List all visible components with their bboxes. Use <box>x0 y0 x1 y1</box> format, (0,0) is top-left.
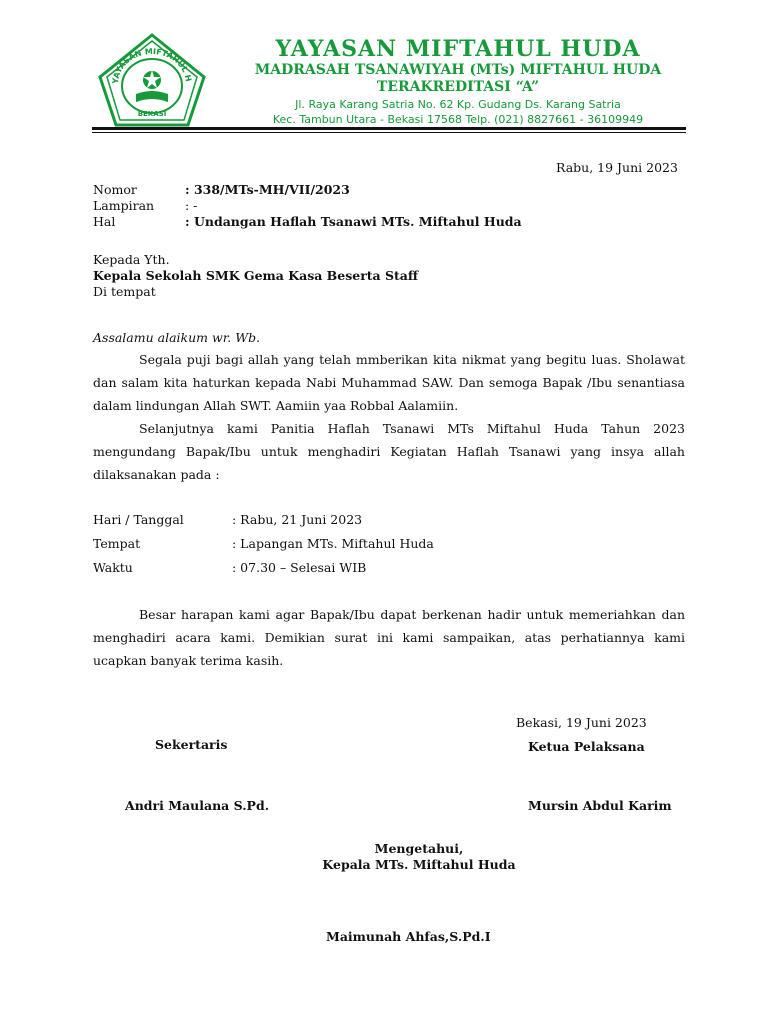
head-title: Kepala MTs. Miftahul Huda <box>322 857 516 872</box>
event-time-value: : 07.30 – Selesai WIB <box>232 560 367 575</box>
chair-name: Mursin Abdul Karim <box>528 798 672 813</box>
hal-label: Hal <box>93 214 116 229</box>
letterhead-rule-thick <box>92 127 686 130</box>
address-line: Jl. Raya Karang Satria No. 62 Kp. Gudang Ds. Karang Satria <box>295 98 621 111</box>
nomor-value: : 338/MTs-MH/VII/2023 <box>185 182 350 197</box>
recipient-name: Kepala Sekolah SMK Gema Kasa Beserta Staff <box>93 268 419 283</box>
recipient-place: Di tempat <box>93 284 156 299</box>
event-place-value: : Lapangan MTs. Miftahul Huda <box>232 536 434 551</box>
secretary-title: Sekertaris <box>155 737 228 752</box>
school-logo <box>96 32 208 128</box>
secretary-name: Andri Maulana S.Pd. <box>125 798 270 813</box>
hal-value: : Undangan Haflah Tsanawi MTs. Miftahul Huda <box>185 214 522 229</box>
greeting: Assalamu alaikum wr. Wb. <box>93 330 261 345</box>
letterhead <box>228 36 688 127</box>
event-time-label: Waktu <box>93 560 133 575</box>
letterhead-rule-thin <box>92 132 686 133</box>
event-day-label: Hari / Tanggal <box>93 512 184 527</box>
signature-place-date: Bekasi, 19 Juni 2023 <box>516 715 647 730</box>
event-day-value: : Rabu, 21 Juni 2023 <box>232 512 363 527</box>
paragraph-opening: Segala puji bagi allah yang telah mmberikan kita nikmat yang begitu luas. Sholawat dan salam kita haturkan kepada Nabi Muhammad SAW. Dan semoga Bapak /Ibu senantiasa dalam lindungan Allah SWT. Aamiin yaa Robbal Aalamiin. <box>93 352 685 413</box>
lampiran-value: : - <box>185 198 198 213</box>
recipient-salutation: Kepada Yth. <box>93 252 170 267</box>
logo-arc-text: YAYASAN MIFTAHUL H <box>110 46 193 85</box>
school-name: MADRASAH TSANAWIYAH (MTs) MIFTAHUL HUDA <box>254 62 662 78</box>
logo-bottom-text: BEKASI <box>137 110 167 118</box>
lampiran-label: Lampiran <box>93 198 155 213</box>
acknowledge-label: Mengetahui, <box>374 841 464 856</box>
school-logo-emblem <box>96 32 208 128</box>
paragraph-closing: Besar harapan kami agar Bapak/Ibu dapat berkenan hadir untuk memeriahkan dan menghadiri acara kami. Demikian surat ini kami sampaikan, atas perhatiannya kami ucapkan banyak terima kasih. <box>93 607 685 668</box>
nomor-label: Nomor <box>93 182 137 197</box>
paragraph-invitation: Selanjutnya kami Panitia Haflah Tsanawi MTs Miftahul Huda Tahun 2023 mengundang Bapak/Ibu untuk menghadiri Kegiatan Haflah Tsanawi yang insya allah dilaksanakan pada : <box>93 421 685 482</box>
contact-line: Kec. Tambun Utara - Bekasi 17568 Telp. (021) 8827661 - 36109949 <box>272 113 644 126</box>
accreditation: TERAKREDITASI “A” <box>376 79 540 95</box>
chair-title: Ketua Pelaksana <box>528 739 645 754</box>
event-place-label: Tempat <box>93 536 141 551</box>
letter-date: Rabu, 19 Juni 2023 <box>556 160 678 175</box>
head-name: Maimunah Ahfas,S.Pd.I <box>326 929 491 944</box>
foundation-name: YAYASAN MIFTAHUL HUDA <box>275 36 641 62</box>
